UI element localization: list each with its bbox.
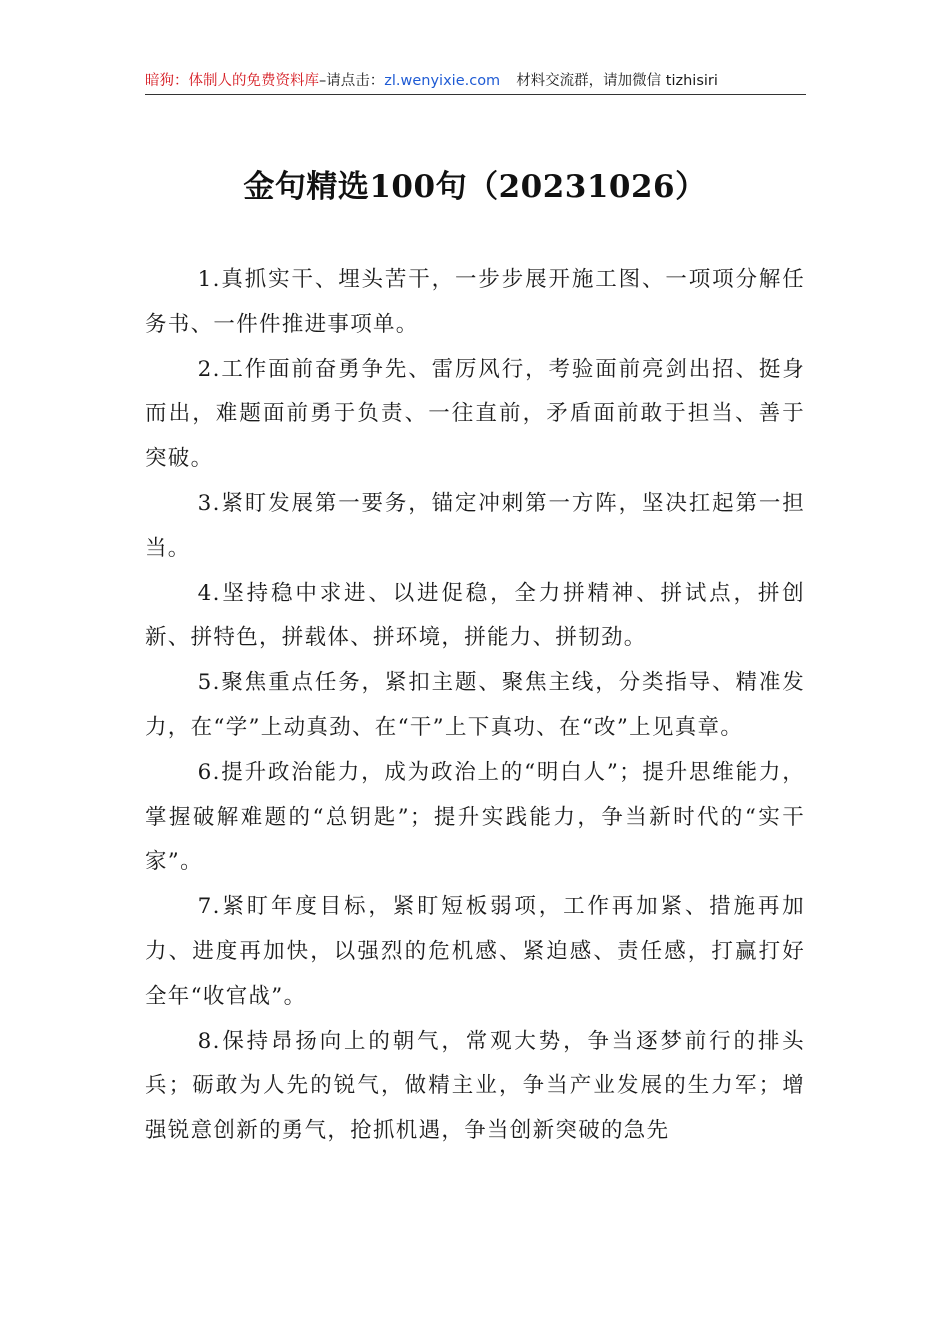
paragraph-7: 7.紧盯年度目标，紧盯短板弱项，工作再加紧、措施再加力、进度再加快，以强烈的危机感、紧迫感、责任感，打赢打好全年“收官战”。 [145,894,805,1009]
header-contact: 材料交流群，请加微信 tizhisiri [516,73,718,89]
document-body [145,258,805,1154]
header-site-name: 暗狗：体制人的免费资料库 [145,73,319,89]
paragraph-5: 5.聚焦重点任务，紧扣主题、聚焦主线，分类指导、精准发力，在“学”上动真劲、在“干”上下真功、在“改”上见真章。 [145,670,805,740]
header-link[interactable]: zl.wenyixie.com [384,73,501,89]
paragraph-2: 2.工作面前奋勇争先、雷厉风行，考验面前亮剑出招、挺身而出，难题面前勇于负责、一往直前，矛盾面前敢于担当、善于突破。 [145,356,805,472]
header-divider [145,94,806,95]
paragraph-6: 6.提升政治能力，成为政治上的“明白人”；提升思维能力，掌握破解难题的“总钥匙”；提升实践能力，争当新时代的“实干家”。 [145,759,805,875]
page-header [145,68,805,94]
document-title: 金句精选100句（20231026） [243,169,707,205]
header-link-prompt: –请点击： [319,73,385,89]
paragraph-3: 3.紧盯发展第一要务，锚定冲刺第一方阵，坚决扛起第一担当。 [145,490,805,561]
paragraph-4: 4.坚持稳中求进、以进促稳，全力拼精神、拼试点，拼创新、拼特色，拼载体、拼环境，拼能力、拼韧劲。 [145,580,805,651]
paragraph-1: 1.真抓实干、埋头苦干，一步步展开施工图、一项项分解任务书、一件件推进事项单。 [145,267,805,337]
paragraph-8: 8.保持昂扬向上的朝气，常观大势，争当逐梦前行的排头兵；砺敢为人先的锐气，做精主业，争当产业发展的生力军；增强锐意创新的勇气，抢抓机遇，争当创新突破的急先 [145,1028,805,1144]
